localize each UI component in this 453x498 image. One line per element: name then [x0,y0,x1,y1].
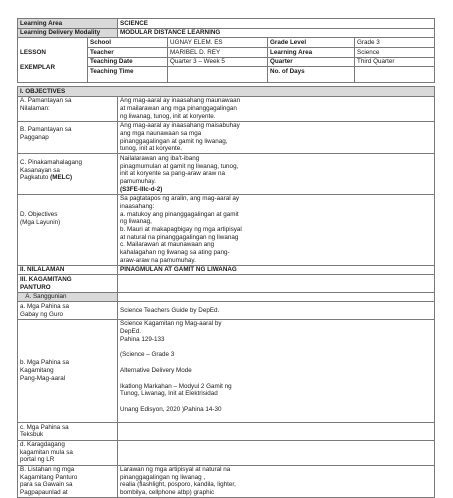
quarter-value: Third Quarter [355,57,435,67]
school-value: UGNAY ELEM. ES [168,38,268,48]
row-listahan-kagamitan [18,465,435,498]
objectives-heading: I. OBJECTIVES [18,87,435,97]
gabay-guro-value: Science Teachers Guide by DepEd. [118,302,435,319]
teaching-date-label: Teaching Date [88,57,168,67]
row-nilalaman [18,265,435,275]
row-kagamitan [18,275,435,292]
melc-value: Nailalarawan ang iba't-ibang pinagmumulan at gamit ng liwanag, tunog, init at koryente sa pang-araw araw na pamumuhay. (S3FE-IIIc-d-2) [118,154,435,194]
teaching-time-value [168,67,268,83]
teaching-date-value: Quarter 3 – Week 5 [168,57,268,67]
melc-code: (S3FE-IIIc-d-2) [120,185,163,193]
kagamitang-mag-aaral-label: b. Mga Pahina sa Kagamitang Pang-Mag-aaral [18,319,118,422]
row-karagdagang-kagamitan [18,440,435,465]
karagdagang-kagamitan-label: d. Karagdagang kagamitan mula sa portal ng LR [18,440,118,465]
days-value [355,67,435,83]
row-teksbuk [18,423,435,440]
nilalaman-value: PINAGMULAN AT GAMIT NG LIWANAG [118,265,435,275]
school-label: School [88,38,168,48]
gabay-guro-label: a. Mga Pahina sa Gabay ng Guro [18,302,118,319]
row-sanggunian [18,292,435,302]
row-kagamitang-mag-aaral [18,319,435,422]
delivery-modality-label: Learning Delivery Modality [18,28,118,38]
teaching-time-label: Teaching Time [88,67,168,83]
karagdagang-kagamitan-value [118,440,435,465]
learning-area-value: SCIENCE [118,19,435,29]
quarter-label: Quarter [268,57,355,67]
teksbuk-value [118,423,435,440]
row-gabay-guro [18,302,435,319]
pamantayan-pagganap-value: Ang mag-aaral ay inaasahang maisabuhay ang mga naunawaan sa mga pinanggagalingan at gamit ng liwanag, tunog, init at koryente. [118,121,435,154]
listahan-kagamitan-label: B. Listahan ng mga Kagamitang Panturo para sa Gawain sa Pagpapaunlad at [18,465,118,498]
learning-area-label: Learning Area [18,19,118,29]
teksbuk-label: c. Mga Pahina sa Teksbuk [18,423,118,440]
grade-level-value: Grade 3 [355,38,435,48]
lesson-exemplar-label: LESSON EXEMPLAR [18,38,88,83]
learning-area-value-2: Science [355,48,435,58]
kagamitan-value [118,275,435,292]
pamantayan-pagganap-label: B. Pamantayan sa Pagganap [18,121,118,154]
learning-area-label-2: Learning Area [268,48,355,58]
grade-level-label: Grade Level [268,38,355,48]
pamantayan-nilalaman-label: A. Pamantayan sa Nilalaman: [18,96,118,121]
objectives-value: Sa pagtatapos ng aralin, ang mag-aaral ay inaasahang: a. matukoy ang pinanggagalingan at gamit ng liwanag, b. Mauri at makapagbigay ng mga artipisyal at natural na pinanggagalingan ng liwanag c. Mailarawan at maunawaan ang kahalagahan ng liwanag sa ating pang- araw-araw na pamumuhay. [118,194,435,265]
melc-label: C. Pinakamahalagang Kasanayan sa Pagkatuto (MELC) [18,154,118,194]
row-pamantayan-nilalaman [18,96,435,121]
days-label: No. of Days [268,67,355,83]
teacher-value: MARIBEL D. REY [168,48,268,58]
lesson-header-table [17,18,435,83]
sanggunian-value [118,292,435,302]
delivery-modality-value: MODULAR DISTANCE LEARNING [118,28,435,38]
kagamitan-label: III. KAGAMITANG PANTURO [18,275,118,292]
pamantayan-nilalaman-value: Ang mag-aaral ay inaasahang maunawaan at mailarawan ang mga pinanggagalingan ng liwanag, tunog, init at koryente. [118,96,435,121]
lesson-content-table [17,86,435,498]
row-pamantayan-pagganap [18,121,435,154]
nilalaman-label: II. NILALAMAN [18,265,118,275]
row-objectives [18,194,435,265]
listahan-kagamitan-value: Larawan ng mga artipisyal at natural na pinanggagalingan ng liwanag , realia (flashlight, posporo, kandila, lighter, bombilya, cellphone atbp) graphic [118,465,435,498]
objectives-label: D. Objectives (Mga Layunin) [18,194,118,265]
sanggunian-label: A. Sanggunian [18,292,118,302]
row-melc [18,154,435,194]
kagamitang-mag-aaral-value: Science Kagamitan ng Mag-aaral by DepEd. Pahina 129-133 (Science – Grade 3 Alternative Delivery Mode Ikatlong Markahan – Modyul 2 Gamit ng Tunog, Liwanag, Init at Elektrisidad Unang Edisyon, 2020 )Pahina 14-30 [118,319,435,422]
teacher-label: Teacher [88,48,168,58]
